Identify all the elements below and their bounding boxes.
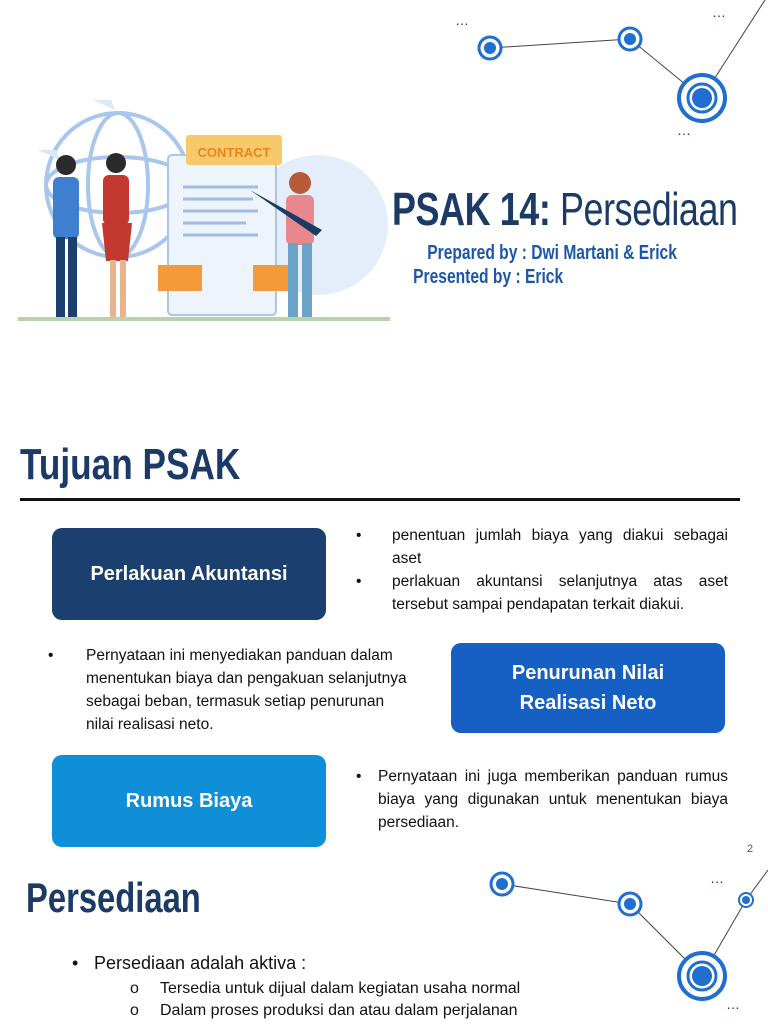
lead-bullet: • Persediaan adalah aktiva : xyxy=(72,953,307,973)
ellipsis-decoration: … xyxy=(677,122,692,138)
prepared-by: Prepared by : Dwi Martani & Erick xyxy=(427,242,677,264)
title-rest: Persediaan xyxy=(550,183,738,235)
bullets-perlakuan xyxy=(392,524,728,616)
ellipsis-decoration: … xyxy=(726,996,741,1012)
list-item: • Pernyataan ini juga memberikan panduan rumus biaya yang digunakan untuk menentukan biaya persediaan. xyxy=(378,765,728,834)
box-rumus-biaya xyxy=(52,755,326,847)
page-number: 2 xyxy=(747,843,754,855)
list-item: • Pernyataan ini menyediakan panduan dalam menentukan biaya dan pengakuan selanjutnya sebagai beban, termasuk setiap penurunan nilai realisasi neto. xyxy=(86,644,416,736)
box-label-line1: Penurunan Nilai xyxy=(511,662,665,684)
contract-sign-text: CONTRACT xyxy=(197,145,271,160)
slide2-heading: Tujuan PSAK xyxy=(20,440,241,489)
bullets-penurunan xyxy=(86,644,416,736)
box-label: Rumus Biaya xyxy=(125,790,253,812)
box-penurunan-nilai xyxy=(451,643,725,733)
heading-divider xyxy=(20,498,740,501)
list-item: • perlakuan akuntansi selanjutnya atas aset tersebut sampai pendapatan terkait diakui. xyxy=(392,570,728,616)
slide1-title xyxy=(392,182,738,236)
contract-illustration xyxy=(18,95,390,327)
lead-text: Persediaan adalah aktiva : xyxy=(94,953,307,973)
sub-item: o Tersedia untuk dijual dalam kegiatan usaha normal xyxy=(130,980,521,997)
ellipsis-decoration: … xyxy=(455,12,470,28)
sub-item-text: Dalam proses produksi dan atau dalam perjalanan xyxy=(160,1002,518,1019)
bullets-rumus xyxy=(378,765,728,834)
sub-item: o Dalam proses produksi dan atau dalam perjalanan xyxy=(130,1002,518,1019)
ellipsis-decoration: … xyxy=(712,4,727,20)
title-bold: PSAK 14: xyxy=(392,183,551,235)
box-label: Perlakuan Akuntansi xyxy=(90,563,288,585)
slide3-heading: Persediaan xyxy=(26,874,201,921)
box-perlakuan-akuntansi xyxy=(52,528,326,620)
ellipsis-decoration: … xyxy=(710,870,725,886)
box-label-line2: Realisasi Neto xyxy=(519,692,657,714)
sub-item-text: Tersedia untuk dijual dalam kegiatan usaha normal xyxy=(160,980,521,997)
list-item: • penentuan jumlah biaya yang diakui sebagai aset xyxy=(392,524,728,570)
presented-by: Presented by : Erick xyxy=(413,266,564,288)
network-decoration-top xyxy=(440,0,768,150)
